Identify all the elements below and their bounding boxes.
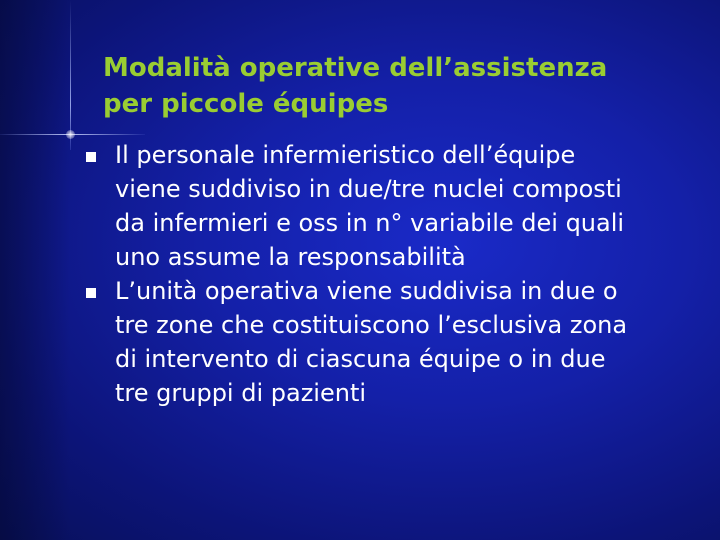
decorative-vertical-line (70, 0, 71, 150)
square-bullet-icon (86, 152, 96, 162)
bullet-line: da infermieri e oss in n° variabile dei quali (115, 209, 625, 237)
slide-title-line: per piccole équipes (103, 89, 389, 119)
bullet-line: di intervento di ciascuna équipe o in due (115, 345, 606, 373)
left-shadow-band (0, 0, 70, 540)
bullet-text (115, 274, 627, 410)
bullet-line: tre zone che costituiscono l’esclusiva zona (115, 311, 628, 339)
bullet-text (115, 138, 624, 274)
bullet-line: viene suddiviso in due/tre nuclei composti (115, 175, 622, 203)
slide-title-line: Modalità operative dell’assistenza (103, 53, 608, 83)
square-bullet-icon (86, 288, 96, 298)
bullet-line: Il personale infermieristico dell’équipe (115, 141, 576, 169)
decorative-sparkle (66, 130, 75, 139)
bullet-line: uno assume la responsabilità (115, 243, 466, 271)
bullet-item (86, 138, 716, 274)
slide-title (103, 50, 703, 122)
bullet-item (86, 274, 716, 410)
bullet-list (86, 138, 716, 410)
bullet-line: L’unità operativa viene suddivisa in due o (115, 277, 618, 305)
bullet-line: tre gruppi di pazienti (115, 379, 367, 407)
